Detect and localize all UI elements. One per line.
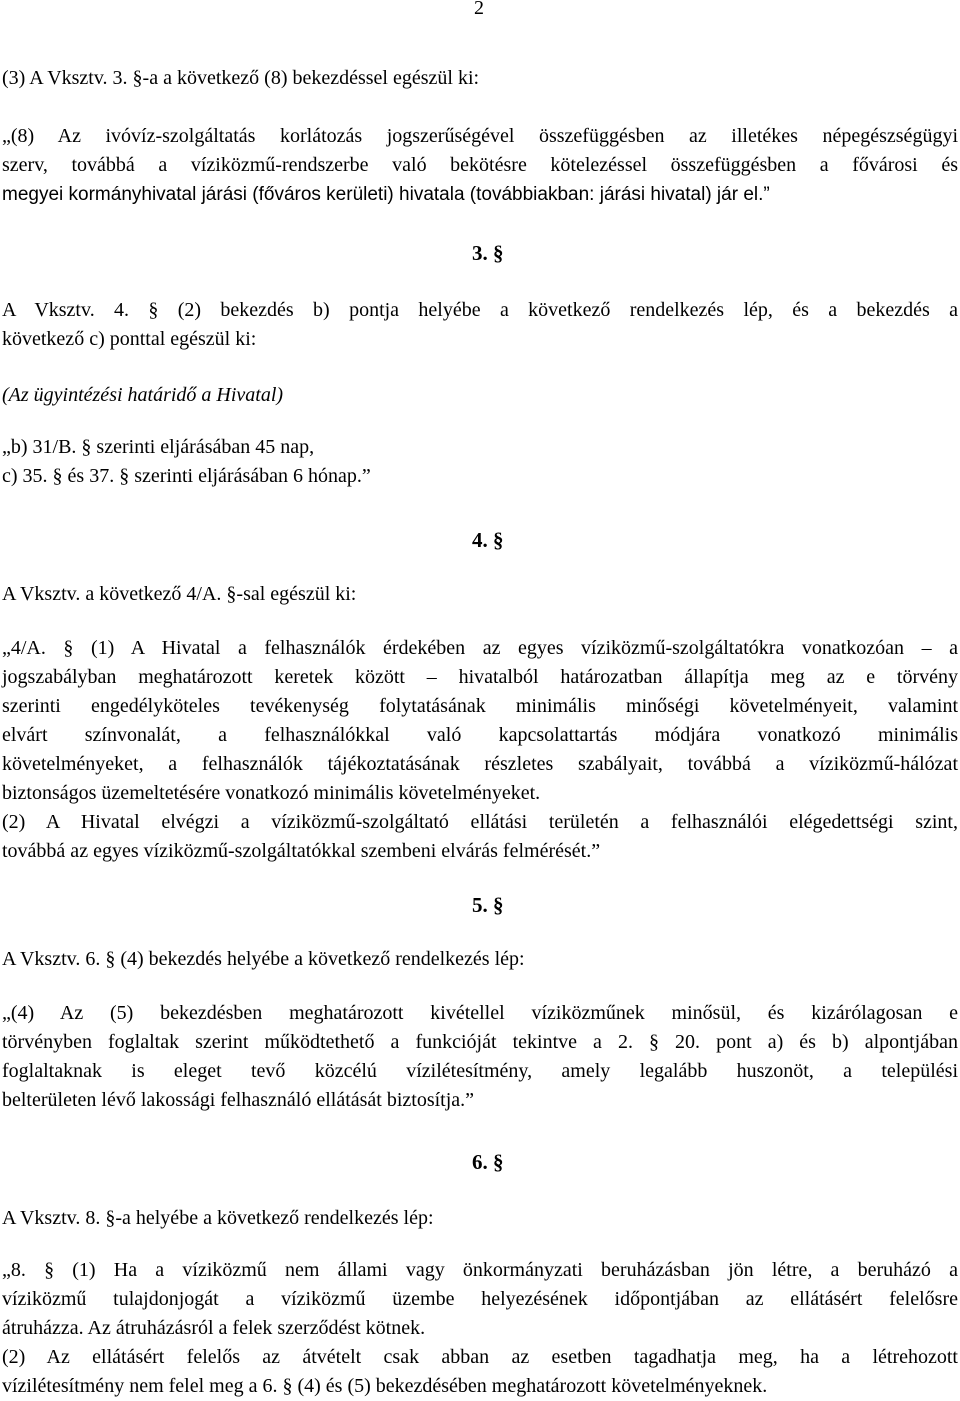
quote-paragraph-8 [2,122,958,209]
text-line: belterületen lévő lakossági felhasználó ellátását biztosítja.” [2,1089,475,1111]
text-line: „(4) Az (5) bekezdésben meghatározott kivétellel víziközműnek minősül, és kizárólagosan e [2,1002,958,1024]
paragraph-section-3 [2,296,958,354]
text-line: foglaltaknak is eleget tevő közcélú vízilétesítmény, amely legalább huszonöt, a települési [2,1060,958,1082]
text-line: A Vksztv. 4. § (2) bekezdés b) pontja helyébe a következő rendelkezés lép, és a bekezdés a [2,299,958,321]
text-line: „8. § (1) Ha a víziközmű nem állami vagy önkormányzati beruházásban jön létre, a beruházó a [2,1259,958,1281]
paragraph-intro-6: A Vksztv. 8. §-a helyébe a következő rendelkezés lép: [2,1207,434,1229]
text-line: „4/A. § (1) A Hivatal a felhasználók érdekében az egyes víziközmű-szolgáltatókra vonatkozóan – a [2,637,958,659]
text-line: követelményeket, a felhasználók tájékoztatásának részletes szabályait, továbbá a víziközmű-hálózat [2,753,958,775]
paragraph-intro-5: A Vksztv. 6. § (4) bekezdés helyébe a következő rendelkezés lép: [2,948,525,970]
paragraph-intro-3: (3) A Vksztv. 3. §-a a következő (8) bekezdéssel egészül ki: [2,67,480,89]
quote-line: megyei kormányhivatal járási (főváros kerületi) hivatala (továbbiakban: járási hivatal) jár el.” [2,184,770,205]
list-items-section-3 [2,433,958,491]
text-line: (2) A Hivatal elvégzi a víziközmű-szolgáltató ellátási területén a felhasználói elégedettségi szint, [2,811,958,833]
text-line: (2) Az ellátásért felelős az átvételt csak abban az esetben tagadhatja meg, ha a létrehozott [2,1346,958,1368]
text-line: következő c) ponttal egészül ki: [2,328,257,350]
paragraph-intro-4: A Vksztv. a következő 4/A. §-sal egészül ki: [2,583,357,605]
paragraph-section-5 [2,999,958,1115]
quote-line: „(8) Az ivóvíz-szolgáltatás korlátozás jogszerűségével összefüggésben az illetékes népegészségügyi [2,125,958,147]
text-line: elvárt színvonalát, a felhasználókkal való kapcsolattartás módjára vonatkozó minimális [2,724,958,746]
text-line: törvényben foglaltak szerint működtethető a funkcióját tekintve a 2. § 20. pont a) és b) alpontjában [2,1031,958,1053]
text-line: biztonságos üzemeltetésére vonatkozó minimális követelményeket. [2,782,541,804]
text-line: víziközmű tulajdonjogát a víziközmű üzembe helyezésének időpontjában az ellátásért felelősre [2,1288,958,1310]
text-line: szerinti engedélyköteles tevékenység folytatásának minimális minőségi követelményeit, valamint [2,695,958,717]
text-line: vízilétesítmény nem felel meg a 6. § (4) és (5) bekezdésében meghatározott követelményeknek. [2,1375,768,1397]
paragraph-section-4 [2,634,958,866]
section-heading-3: 3. § [472,241,504,265]
paragraph-section-6 [2,1256,958,1401]
list-item: „b) 31/B. § szerinti eljárásában 45 nap, [2,436,315,458]
text-line: továbbá az egyes víziközmű-szolgáltatókkal szembeni elvárás felmérését.” [2,840,601,862]
list-item: c) 35. § és 37. § szerinti eljárásában 6 hónap.” [2,465,371,487]
page-number: 2 [474,0,484,19]
section-heading-4: 4. § [472,528,504,552]
text-line: jogszabályban meghatározott keretek között – hivatalból határozatban állapítja meg az e törvény [2,666,958,688]
section-heading-6: 6. § [472,1150,504,1174]
context-line: (Az ügyintézési határidő a Hivatal) [2,384,284,406]
section-heading-5: 5. § [472,893,504,917]
text-line: átruházza. Az átruházásról a felek szerződést kötnek. [2,1317,426,1339]
quote-line: szerv, továbbá a víziközmű-rendszerbe való bekötésre kötelezéssel összefüggésben a fővárosi és [2,154,958,176]
